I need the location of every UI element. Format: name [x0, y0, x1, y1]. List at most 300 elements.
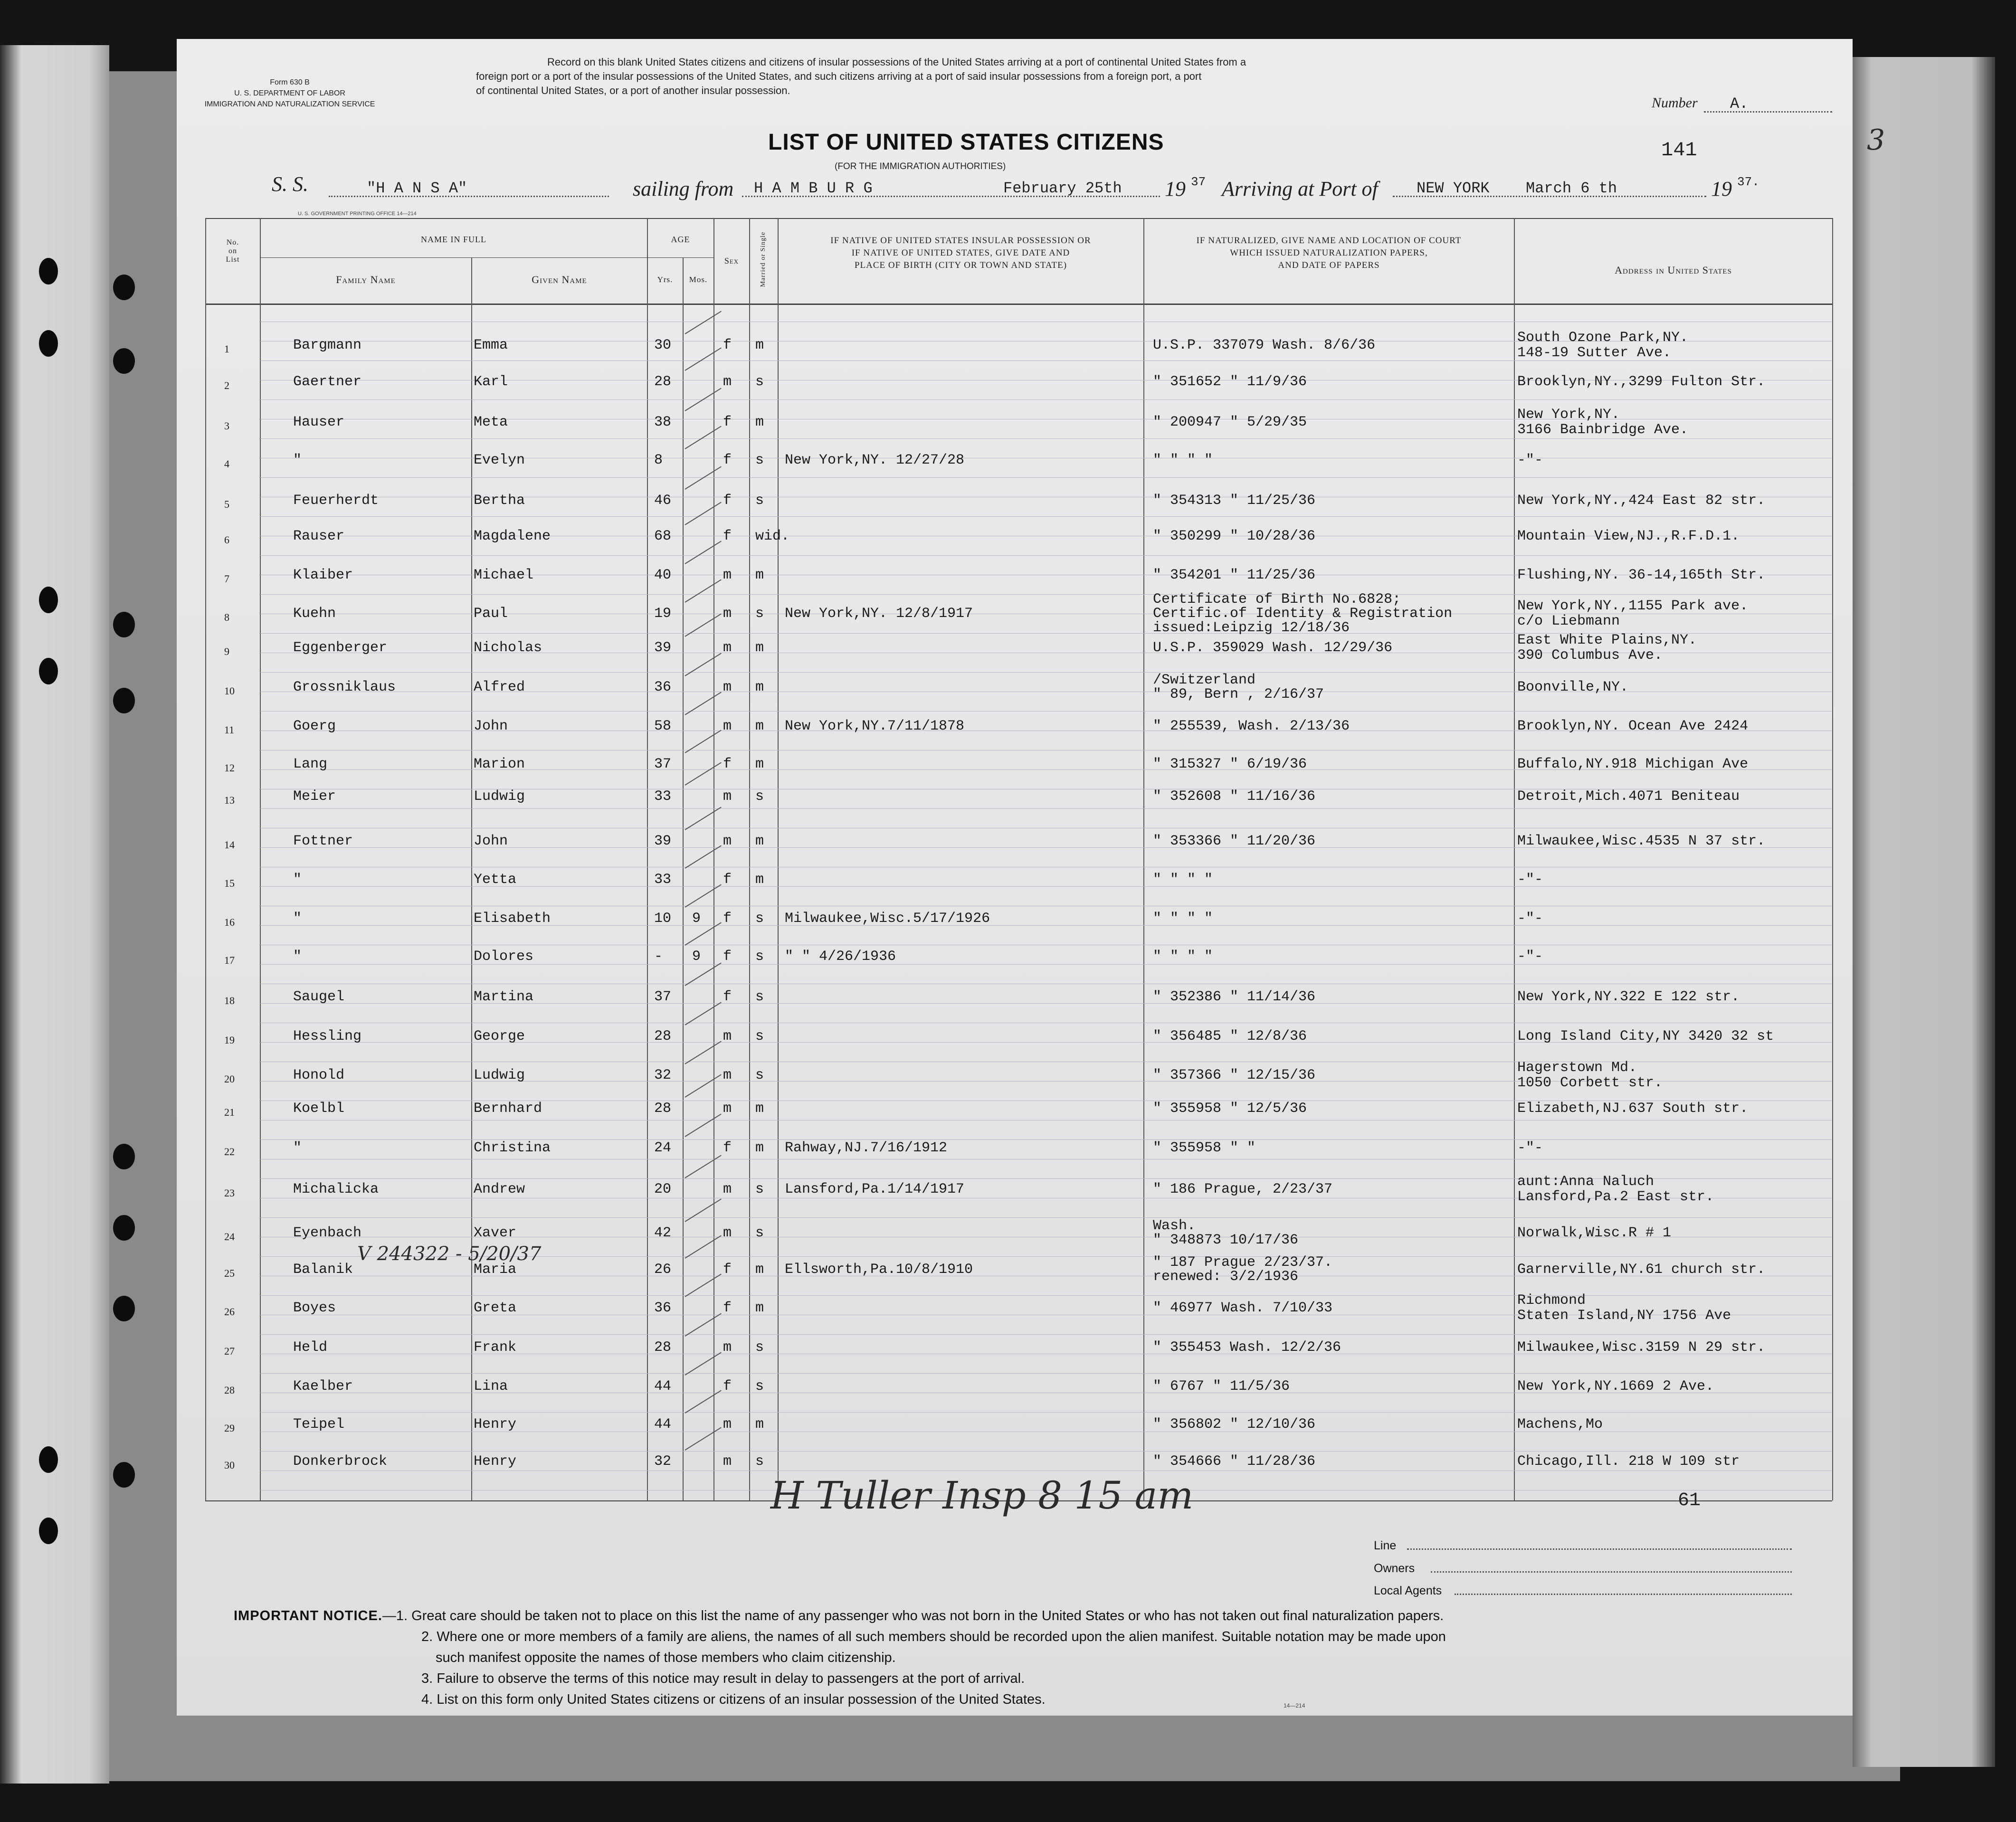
punch-hole — [110, 1293, 138, 1324]
row-number: 4 — [224, 458, 229, 470]
table-row — [177, 833, 1853, 866]
address: New York,NY.,424 East 82 str. — [1517, 493, 1766, 509]
naturalization-info: " 187 Prague 2/23/37. — [1153, 1254, 1333, 1271]
page-count: 61 — [1678, 1490, 1701, 1511]
birthplace: New York,NY.7/11/1878 — [785, 718, 965, 734]
row-number: 28 — [224, 1384, 235, 1396]
line-label: Line — [1374, 1539, 1397, 1552]
naturalization-info: " 348873 10/17/36 — [1153, 1232, 1299, 1248]
given-name: Martina — [474, 989, 534, 1005]
manifest-sheet — [177, 39, 1853, 1716]
row-number: 16 — [224, 916, 235, 928]
owners-label: Owners — [1374, 1562, 1415, 1575]
given-name: Alfred — [474, 679, 525, 695]
given-name: Elisabeth — [474, 911, 551, 927]
row-number: 17 — [224, 954, 235, 966]
family-name: Boyes — [293, 1300, 336, 1316]
header-family-name: Family Name — [336, 274, 396, 285]
naturalization-info: Certificate of Birth No.6828; — [1153, 591, 1401, 607]
naturalization-info: " " " " — [1153, 872, 1213, 888]
naturalization-info: " 352608 " 11/16/36 — [1153, 788, 1316, 805]
row-number: 14 — [224, 839, 235, 851]
sailing-port: H A M B U R G — [754, 180, 873, 197]
naturalization-info: " 353366 " 11/20/36 — [1153, 833, 1316, 849]
address: Garnerville,NY.61 church str. — [1517, 1262, 1766, 1278]
marital-status: s — [755, 788, 764, 805]
number-label: Number — [1652, 95, 1698, 111]
table-row — [177, 756, 1853, 789]
age-years: 10 — [654, 911, 672, 927]
naturalization-info: " 354201 " 11/25/36 — [1153, 567, 1316, 583]
marital-status: m — [755, 337, 764, 353]
sex: f — [723, 756, 732, 772]
age-years: 46 — [654, 493, 672, 509]
family-name: Hessling — [293, 1028, 362, 1044]
punch-hole — [110, 1459, 138, 1490]
naturalization-info: " 356485 " 12/8/36 — [1153, 1028, 1307, 1044]
given-name: Ludwig — [474, 788, 525, 805]
age-years: 28 — [654, 1339, 672, 1356]
naturalization-info: " 6767 " 11/5/36 — [1153, 1378, 1290, 1395]
age-years: 44 — [654, 1416, 672, 1433]
sex: f — [723, 911, 732, 927]
sex: f — [723, 1262, 732, 1278]
marital-status: m — [755, 1140, 764, 1156]
sex: f — [723, 872, 732, 888]
sex: m — [723, 606, 732, 622]
marital-status: m — [755, 640, 764, 656]
age-years: 28 — [654, 374, 672, 390]
sex: m — [723, 1339, 732, 1356]
age-years: 20 — [654, 1181, 672, 1197]
family-name: Rauser — [293, 528, 345, 544]
sailing-year: 37 — [1191, 175, 1206, 189]
sailing-year-prefix: 19 — [1165, 177, 1186, 200]
header-sex: Sex — [724, 256, 739, 266]
address: Lansford,Pa.2 East str. — [1517, 1189, 1714, 1205]
sailing-label: sailing from — [633, 177, 734, 200]
notice-3: 3. Failure to observe the terms of this notice may result in delay to passengers at the port of arrival. — [421, 1671, 1025, 1686]
header-years: Yrs. — [657, 275, 673, 284]
marital-status: m — [755, 872, 764, 888]
local-agents-label: Local Agents — [1374, 1584, 1442, 1597]
table-row — [177, 493, 1853, 526]
row-number: 5 — [224, 498, 229, 510]
age-years: 58 — [654, 718, 672, 734]
marital-status: s — [755, 989, 764, 1005]
given-name: Nicholas — [474, 640, 542, 656]
marital-status: s — [755, 493, 764, 509]
binder-strip — [0, 45, 109, 1784]
sex: f — [723, 414, 732, 430]
family-name: " — [293, 911, 302, 927]
table-row — [177, 872, 1853, 905]
table-row — [177, 1060, 1853, 1101]
row-number: 26 — [224, 1306, 235, 1318]
notice-2-cont: such manifest opposite the names of those members who claim citizenship. — [436, 1650, 896, 1665]
marital-status: s — [755, 1067, 764, 1083]
given-name: Meta — [474, 414, 508, 430]
important-notice — [234, 1605, 1446, 1710]
naturalization-info: " 356802 " 12/10/36 — [1153, 1416, 1316, 1433]
table-row — [177, 1101, 1853, 1134]
row-number: 29 — [224, 1422, 235, 1434]
address: East White Plains,NY. — [1517, 632, 1697, 648]
table-row — [177, 452, 1853, 485]
family-name: Michalicka — [293, 1181, 379, 1197]
age-years: 33 — [654, 788, 672, 805]
row-number: 2 — [224, 380, 229, 391]
form-number: Form 630 B — [270, 78, 310, 86]
given-name: George — [474, 1028, 525, 1044]
naturalization-info: /Switzerland — [1153, 672, 1256, 688]
row-number: 10 — [224, 685, 235, 697]
department: U. S. DEPARTMENT OF LABOR — [234, 89, 345, 97]
address: aunt:Anna Naluch — [1517, 1174, 1655, 1190]
table-row — [177, 1028, 1853, 1062]
header-naturalization: IF NATURALIZED, GIVE NAME AND LOCATION OF COURT WHICH ISSUED NATURALIZATION PAPERS, AND DATE OF PAPERS — [1196, 236, 1462, 270]
family-name: " — [293, 1140, 302, 1156]
row-number: 20 — [224, 1073, 235, 1085]
age-years: 37 — [654, 989, 672, 1005]
naturalization-info: Wash. — [1153, 1218, 1196, 1234]
arrival-year: 37. — [1737, 175, 1759, 189]
naturalization-info: " 46977 Wash. 7/10/33 — [1153, 1300, 1333, 1316]
marital-status: m — [755, 833, 764, 849]
address: Mountain View,NJ.,R.F.D.1. — [1517, 528, 1740, 544]
row-number: 19 — [224, 1034, 235, 1046]
address: Boonville,NY. — [1517, 679, 1629, 695]
marital-status: s — [755, 1181, 764, 1197]
address: Chicago,Ill. 218 W 109 str — [1517, 1453, 1740, 1470]
notice-2: 2. Where one or more members of a family are aliens, the names of all such members should be recorded upon the alien manifest. Suitable notation may be made upon — [421, 1629, 1446, 1644]
marital-status: s — [755, 1453, 764, 1470]
marital-status: s — [755, 1028, 764, 1044]
given-name: Paul — [474, 606, 508, 622]
sailing-date: February 25th — [1003, 180, 1122, 197]
table-row — [177, 718, 1853, 751]
given-name: Bertha — [474, 493, 525, 509]
address: Buffalo,NY.918 Michigan Ave — [1517, 756, 1749, 772]
marital-status: s — [755, 1378, 764, 1395]
row-number: 13 — [224, 794, 235, 806]
age-years: 36 — [654, 679, 672, 695]
address: 1050 Corbett str. — [1517, 1075, 1663, 1091]
naturalization-info: " 355958 " 12/5/36 — [1153, 1101, 1307, 1117]
address: Flushing,NY. 36-14,165th Str. — [1517, 567, 1766, 583]
row-number: 25 — [224, 1267, 235, 1279]
address: South Ozone Park,NY. — [1517, 330, 1689, 346]
arrival-year-prefix: 19 — [1711, 177, 1732, 200]
binder-hole — [39, 258, 58, 285]
family-name: Donkerbrock — [293, 1453, 388, 1470]
birthplace: New York,NY. 12/8/1917 — [785, 606, 973, 622]
marital-status: m — [755, 1300, 764, 1316]
given-name: Lina — [474, 1378, 508, 1395]
given-name: Christina — [474, 1140, 551, 1156]
binder-hole — [39, 1518, 58, 1544]
row-number: 3 — [224, 420, 229, 432]
age-years: 32 — [654, 1067, 672, 1083]
service: IMMIGRATION AND NATURALIZATION SERVICE — [204, 100, 375, 108]
table-row — [177, 1174, 1853, 1215]
punch-hole — [110, 345, 138, 377]
table-row — [177, 911, 1853, 944]
rule-line — [260, 1373, 1832, 1374]
family-name: " — [293, 872, 302, 888]
header-address: Address in United States — [1615, 264, 1732, 276]
naturalization-info: renewed: 3/2/1936 — [1153, 1269, 1299, 1285]
sex: m — [723, 374, 732, 390]
binder-hole — [39, 587, 58, 613]
address: Brooklyn,NY. Ocean Ave 2424 — [1517, 718, 1749, 734]
family-name: Teipel — [293, 1416, 345, 1433]
family-name: Saugel — [293, 989, 345, 1005]
row-number: 22 — [224, 1146, 235, 1158]
naturalization-info: " 352386 " 11/14/36 — [1153, 989, 1316, 1005]
sex: m — [723, 1067, 732, 1083]
address: -"- — [1517, 452, 1543, 468]
sex: f — [723, 493, 732, 509]
marital-status: s — [755, 949, 764, 965]
marital-status: m — [755, 1416, 764, 1433]
birthplace: New York,NY. 12/27/28 — [785, 452, 965, 468]
marital-status: m — [755, 1262, 764, 1278]
address: New York,NY.1669 2 Ave. — [1517, 1378, 1714, 1395]
sex: m — [723, 788, 732, 805]
address: Machens,Mo — [1517, 1416, 1603, 1433]
birthplace: Rahway,NJ.7/16/1912 — [785, 1140, 948, 1156]
rule-line — [260, 1295, 1832, 1296]
table-row — [177, 407, 1853, 447]
family-name: Honold — [293, 1067, 345, 1083]
address: Staten Island,NY 1756 Ave — [1517, 1308, 1731, 1324]
family-name: Klaiber — [293, 567, 353, 583]
header-married-single: Married or Single — [760, 231, 767, 287]
address: -"- — [1517, 949, 1543, 965]
age-years: 37 — [654, 756, 672, 772]
rule-line — [260, 1217, 1832, 1218]
header-age: AGE — [671, 235, 690, 244]
row-number: 23 — [224, 1187, 235, 1199]
table-row — [177, 567, 1853, 600]
sex: m — [723, 1101, 732, 1117]
naturalization-info: " 351652 " 11/9/36 — [1153, 374, 1307, 390]
right-page-edge — [1853, 57, 1995, 1767]
form-id — [204, 77, 375, 110]
given-name: Henry — [474, 1453, 517, 1470]
marital-status: m — [755, 414, 764, 430]
arriving-label: Arriving at Port of — [1222, 177, 1378, 200]
table-row — [177, 632, 1853, 673]
marital-status: m — [755, 756, 764, 772]
marital-status: wid. — [755, 528, 790, 544]
age-years: 32 — [654, 1453, 672, 1470]
table-row — [177, 788, 1853, 822]
family-name: " — [293, 452, 302, 468]
sex: f — [723, 1140, 732, 1156]
rule-line — [260, 1451, 1832, 1452]
punch-hole — [110, 1212, 138, 1243]
marital-status: s — [755, 911, 764, 927]
age-years: 38 — [654, 414, 672, 430]
marital-status: s — [755, 1339, 764, 1356]
sex: m — [723, 1453, 732, 1470]
age-years: 40 — [654, 567, 672, 583]
age-years: 68 — [654, 528, 672, 544]
sex: m — [723, 1181, 732, 1197]
row-number: 12 — [224, 762, 235, 774]
family-name: Hauser — [293, 414, 345, 430]
age-months: 9 — [692, 911, 701, 927]
birthplace: Milwaukee,Wisc.5/17/1926 — [785, 911, 990, 927]
address: Hagerstown Md. — [1517, 1060, 1637, 1076]
given-name: Bernhard — [474, 1101, 542, 1117]
table-row — [177, 1292, 1853, 1333]
age-years: - — [654, 949, 663, 965]
address: c/o Liebmann — [1517, 613, 1620, 629]
binder-hole — [39, 1446, 58, 1473]
naturalization-info: issued:Leipzig 12/18/36 — [1153, 620, 1350, 636]
naturalization-info: " 89, Bern , 2/16/37 — [1153, 686, 1324, 702]
marital-status: m — [755, 1101, 764, 1117]
table-row — [177, 374, 1853, 407]
corner-mark: 3 — [1867, 123, 1885, 157]
age-years: 8 — [654, 452, 663, 468]
sex: f — [723, 528, 732, 544]
marital-status: s — [755, 1225, 764, 1241]
table-row — [177, 528, 1853, 561]
ship-name: "H A N S A" — [367, 180, 467, 197]
ss-label: S. S. — [272, 172, 308, 196]
row-number: 1 — [224, 343, 229, 355]
naturalization-info: " " " " — [1153, 452, 1213, 468]
family-name: Kaelber — [293, 1378, 353, 1395]
given-name: Frank — [474, 1339, 517, 1356]
punch-hole — [110, 685, 138, 716]
family-name: Feuerherdt — [293, 493, 379, 509]
address: 390 Columbus Ave. — [1517, 647, 1663, 664]
given-name: John — [474, 833, 508, 849]
naturalization-info: U.S.P. 359029 Wash. 12/29/36 — [1153, 640, 1393, 656]
family-name: Balanik — [293, 1262, 353, 1278]
form-code: 14—214 — [1284, 1702, 1305, 1709]
table-row — [177, 989, 1853, 1022]
given-name: Henry — [474, 1416, 517, 1433]
row-number: 11 — [224, 724, 235, 736]
rule-line — [260, 1334, 1832, 1335]
sex: m — [723, 1028, 732, 1044]
family-name: Eyenbach — [293, 1225, 362, 1241]
naturalization-info: " 186 Prague, 2/23/37 — [1153, 1181, 1333, 1197]
family-name: Gaertner — [293, 374, 362, 390]
table-row — [177, 949, 1853, 982]
address: -"- — [1517, 872, 1543, 888]
age-years: 28 — [654, 1028, 672, 1044]
sex: m — [723, 1416, 732, 1433]
address: New York,NY.,1155 Park ave. — [1517, 598, 1749, 614]
binder-hole — [39, 658, 58, 684]
notice-4: 4. List on this form only United States citizens or citizens of an insular possession of the United States. — [421, 1692, 1046, 1707]
age-years: 42 — [654, 1225, 672, 1241]
sex: m — [723, 833, 732, 849]
table-row — [177, 1378, 1853, 1412]
address: 3166 Bainbridge Ave. — [1517, 422, 1689, 438]
naturalization-info: U.S.P. 337079 Wash. 8/6/36 — [1153, 337, 1376, 353]
header-native-birthplace: IF NATIVE OF UNITED STATES INSULAR POSSESSION OR IF NATIVE OF UNITED STATES, GIVE DATE AND PLACE OF BIRTH (CITY OR TOWN AND STATE) — [830, 236, 1091, 270]
table-row — [177, 1339, 1853, 1373]
naturalization-info: " 255539, Wash. 2/13/36 — [1153, 718, 1350, 734]
record-instructions: Record on this blank United States citizens and citizens of insular possessions of the United States arriving at a port of continental United States from a foreign port or a port of the insular possessions of the United States, and such citizens arriving at a port of said insular possessions from a foreign port, a port of continental United States, or a port of another insular possession. — [476, 56, 1246, 96]
age-years: 39 — [654, 833, 672, 849]
notice-heading: IMPORTANT NOTICE. — [234, 1608, 382, 1623]
naturalization-info: " " " " — [1153, 911, 1213, 927]
given-name: Ludwig — [474, 1067, 525, 1083]
marital-status: m — [755, 718, 764, 734]
naturalization-info: " 354313 " 11/25/36 — [1153, 493, 1316, 509]
table-row — [177, 672, 1853, 712]
number-value: A. — [1730, 95, 1749, 113]
age-years: 26 — [654, 1262, 672, 1278]
sex: m — [723, 679, 732, 695]
address: Long Island City,NY 3420 32 st — [1517, 1028, 1774, 1044]
address: Richmond — [1517, 1292, 1586, 1309]
sex: m — [723, 718, 732, 734]
sex: m — [723, 640, 732, 656]
table-row — [177, 330, 1853, 370]
naturalization-info: " 354666 " 11/28/36 — [1153, 1453, 1316, 1470]
given-name: Yetta — [474, 872, 517, 888]
given-name: Emma — [474, 337, 508, 353]
arrival-date: March 6 th — [1526, 180, 1617, 197]
given-name: John — [474, 718, 508, 734]
row-number: 6 — [224, 534, 229, 546]
punch-hole — [110, 1141, 138, 1172]
marital-status: m — [755, 567, 764, 583]
punch-hole — [110, 272, 138, 303]
address: Brooklyn,NY.,3299 Fulton Str. — [1517, 374, 1766, 390]
given-name: Andrew — [474, 1181, 525, 1197]
family-name: Eggenberger — [293, 640, 388, 656]
punch-hole — [110, 609, 138, 640]
header-months: Mos. — [689, 275, 708, 284]
given-name: Xaver — [474, 1225, 517, 1241]
age-years: 44 — [654, 1378, 672, 1395]
row-number: 24 — [224, 1231, 235, 1243]
birthplace: " " 4/26/1936 — [785, 949, 896, 965]
naturalization-info: " 200947 " 5/29/35 — [1153, 414, 1307, 430]
address: -"- — [1517, 911, 1543, 927]
sex: f — [723, 452, 732, 468]
family-name: " — [293, 949, 302, 965]
given-name: Michael — [474, 567, 534, 583]
age-years: 19 — [654, 606, 672, 622]
family-name: Kuehn — [293, 606, 336, 622]
row-number: 21 — [224, 1106, 235, 1118]
age-years: 30 — [654, 337, 672, 353]
naturalization-info: " 355453 Wash. 12/2/36 — [1153, 1339, 1341, 1356]
family-name: Goerg — [293, 718, 336, 734]
sex: f — [723, 337, 732, 353]
marital-status: s — [755, 452, 764, 468]
naturalization-info: " 357366 " 12/15/36 — [1153, 1067, 1316, 1083]
sex: f — [723, 1378, 732, 1395]
address: Milwaukee,Wisc.3159 N 29 str. — [1517, 1339, 1766, 1356]
sheet-number: 141 — [1661, 139, 1697, 161]
row-number: 9 — [224, 645, 229, 657]
address: -"- — [1517, 1140, 1543, 1156]
naturalization-info: " 355958 " " — [1153, 1140, 1256, 1156]
